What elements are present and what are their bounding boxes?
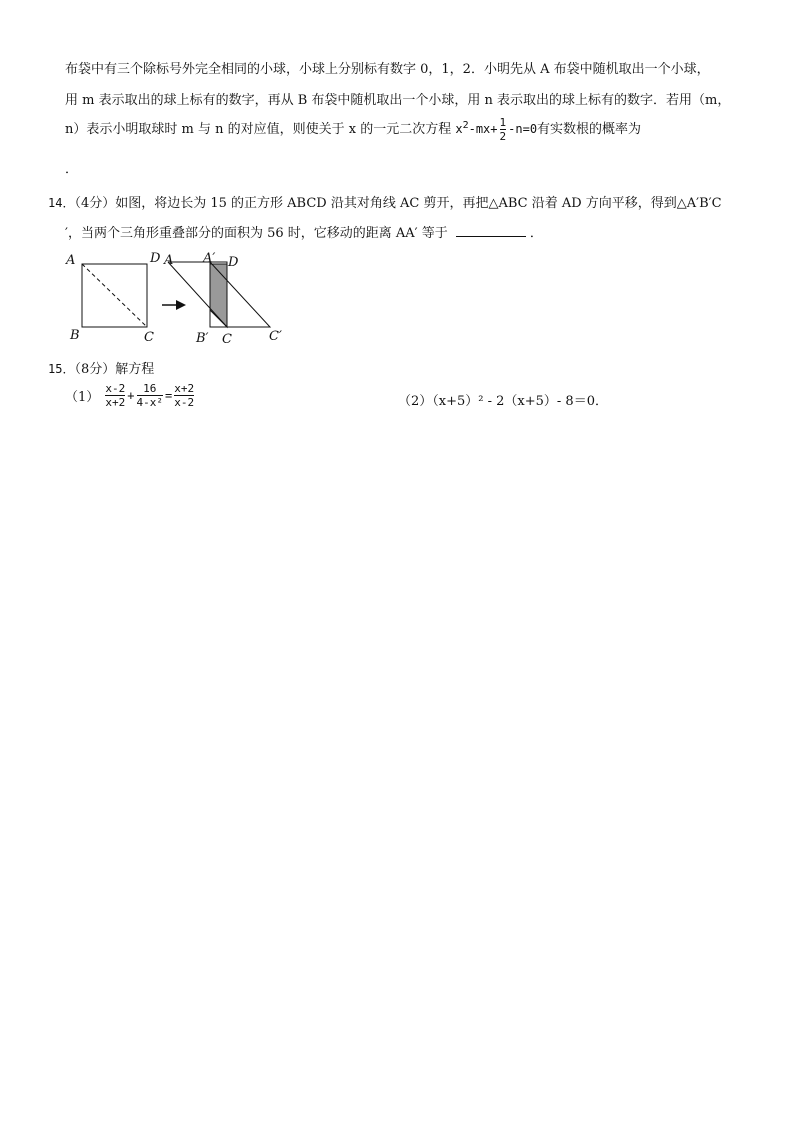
label-right-bprime: B′ [196, 331, 209, 346]
q14-period: ． [529, 226, 543, 241]
label-right-a: A [164, 253, 174, 268]
q13-equation-tail: -n=0 [508, 122, 538, 136]
q14-text-line-1 [48, 192, 722, 211]
fraction-3: $\frac{x+2}{x-2}$ [174, 382, 195, 409]
q14-number: 14． [48, 196, 75, 210]
q15-heading [48, 358, 154, 377]
fraction-2: $\frac{16}{\text{4-x²}}$ [136, 382, 164, 409]
label-left-d: D [150, 251, 161, 266]
q14-text-line-2 [65, 222, 543, 241]
q14-stem: 如图，将边长为 15 的正方形 ABCD 沿其对角线 AC 剪开，再把△ABC 沿着 AD 方向平移，得到△A′B′C [115, 196, 722, 211]
label-right-aprime: A′ [203, 251, 216, 266]
q15-score: （8分） [74, 362, 116, 377]
label-right-d: D [228, 255, 239, 270]
q13-text-line-2: 用 m 表示取出的球上标有的数字，再从 B 布袋中随机取出一个小球，用 n 表示取出的球上标有的数字．若用（m， [65, 93, 731, 108]
q13-text-line-1: 布袋中有三个除标号外完全相同的小球，小球上分别标有数字 0，1，2．小明先从 A 布袋中随机取出一个小球， [65, 62, 710, 77]
q13-line-3-lead: n）表示小明取球时 m 与 n 的对应值，则使关于 x 的一元二次方程 [65, 122, 452, 137]
fraction-1: $\frac{x-2}{x+2}$ [105, 382, 126, 409]
q14-figure [60, 250, 360, 350]
equals-sign: = [165, 388, 173, 403]
q14-answer-blank[interactable] [456, 236, 526, 237]
plus-sign: + [127, 388, 135, 403]
label-right-c: C [222, 332, 232, 347]
label-left-b: B [70, 328, 80, 343]
label-right-cprime: C′ [269, 329, 282, 344]
q13-line-3-tail: 有实数根的概率为 [537, 122, 642, 137]
q15-title: 解方程 [115, 362, 155, 377]
q13-equation: $x^2-mx+$ [455, 120, 498, 136]
arrow-head [176, 300, 186, 310]
label-left-a: A [66, 253, 76, 268]
q15-p1-label: （1） [65, 390, 100, 405]
q15-part-1 [65, 382, 196, 409]
q15-number: 15． [48, 362, 75, 376]
q14-score: （4分） [74, 196, 116, 211]
label-left-c: C [144, 330, 154, 345]
q13-text-line-4: ． [65, 162, 79, 177]
q15-part-2: （2）（x+5）² - 2（x+5）- 8＝0． [398, 394, 608, 409]
q14-stem-cont: ′，当两个三角形重叠部分的面积为 56 时，它移动的距离 AA′ 等于 [65, 226, 448, 241]
diagonal-ac [82, 264, 147, 327]
q13-text-line-3 [65, 116, 641, 143]
q13-fraction: $\frac{1}{2}$ [499, 116, 507, 143]
